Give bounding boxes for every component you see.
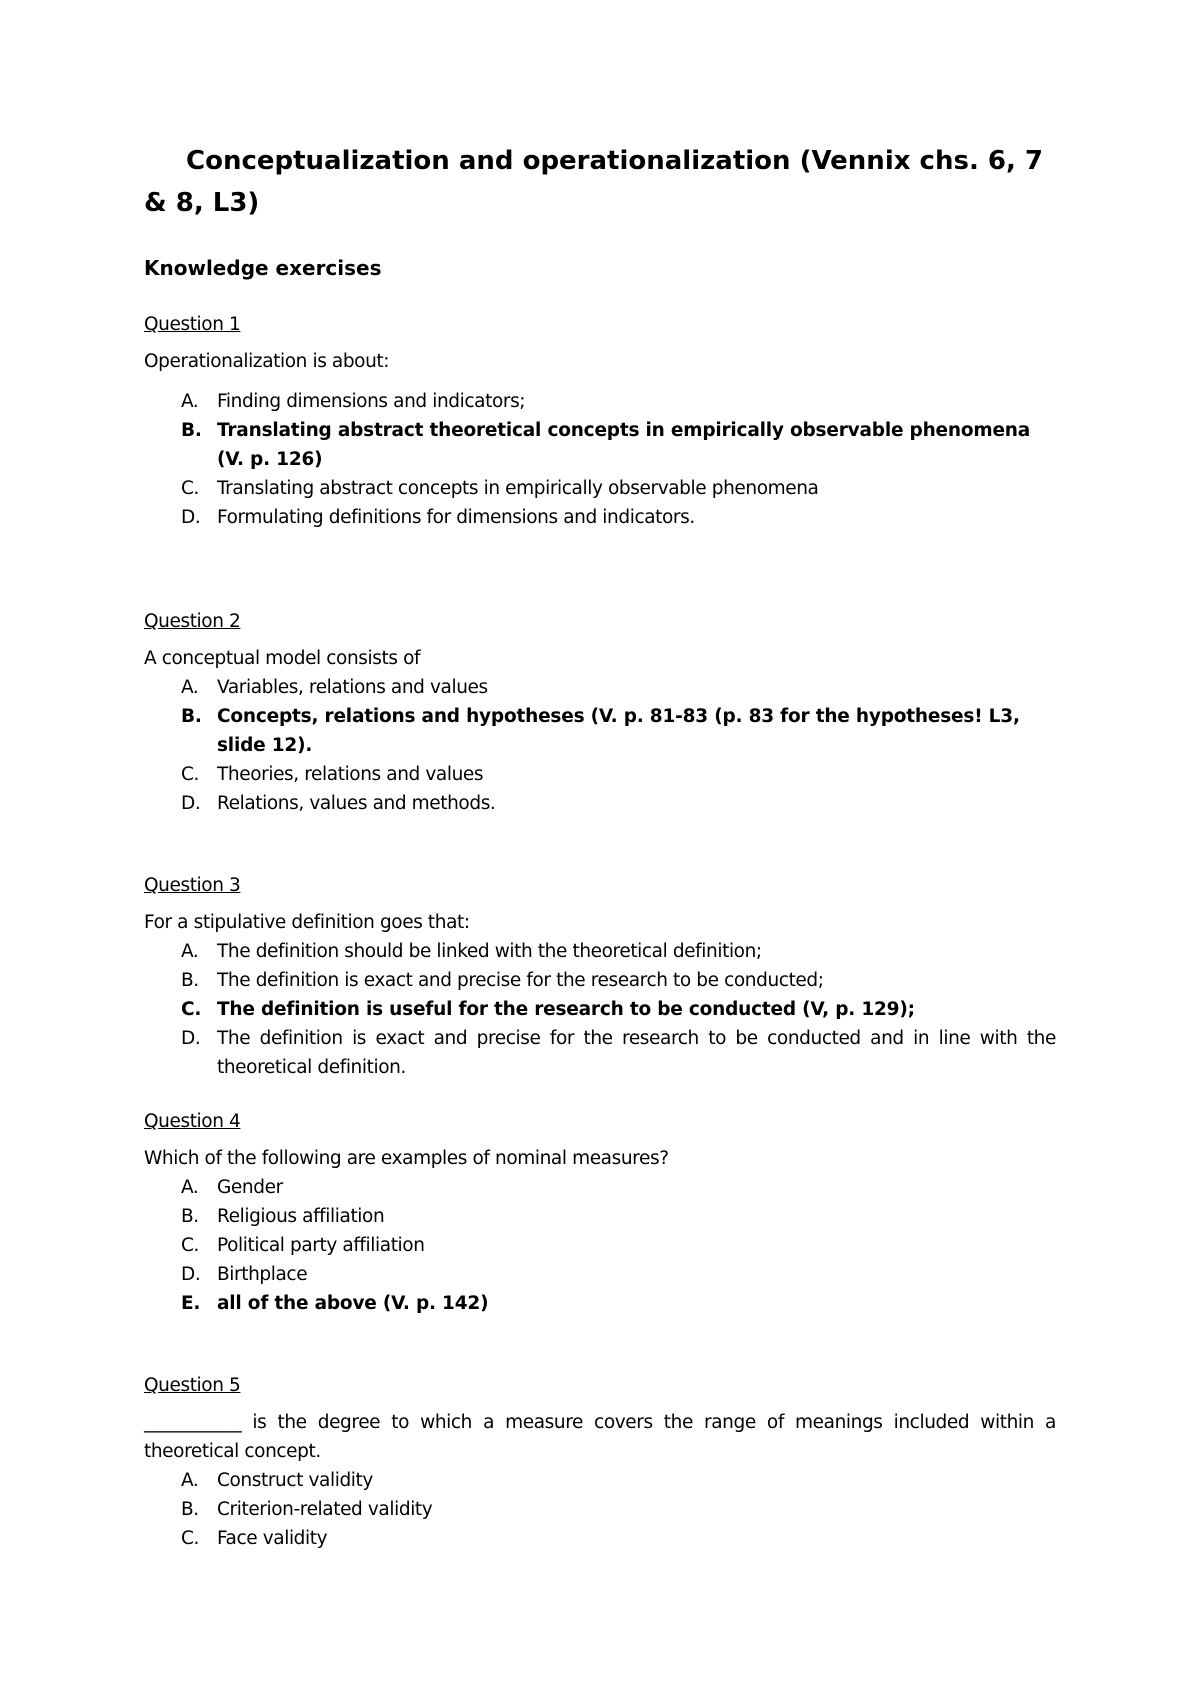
option-text: Face validity: [217, 1528, 328, 1549]
option-letter: A.: [181, 391, 199, 412]
question-label: Question 3: [144, 875, 241, 896]
question-5: [144, 1374, 1056, 1553]
option-letter: C.: [181, 999, 202, 1020]
option-list: [144, 1466, 1056, 1553]
spacer: [144, 376, 1056, 387]
question-prompt: Which of the following are examples of nominal measures?: [144, 1148, 669, 1169]
option-text: Formulating definitions for dimensions and indicators.: [217, 507, 695, 528]
question-prompt: Operationalization is about:: [144, 351, 390, 372]
option-list: [144, 387, 1056, 532]
option-letter: C.: [181, 1235, 199, 1256]
option-d: [144, 1024, 1056, 1082]
question-3: [144, 874, 1056, 1082]
option-e-correct: [144, 1289, 1056, 1318]
question-prompt: ___________ is the degree to which a measure covers the range of meanings included within a theoretical concept.: [144, 1412, 1056, 1462]
option-letter: D.: [181, 1264, 201, 1285]
option-text: Finding dimensions and indicators;: [217, 391, 526, 412]
option-letter: B.: [181, 970, 199, 991]
option-d: [144, 1260, 1056, 1289]
option-c-correct: [144, 995, 1056, 1024]
option-letter: B.: [181, 1499, 199, 1520]
option-letter: A.: [181, 1177, 199, 1198]
question-label: Question 2: [144, 611, 241, 632]
option-text: Criterion-related validity: [217, 1499, 433, 1520]
option-text: Relations, values and methods.: [217, 793, 496, 814]
option-a: [144, 937, 1056, 966]
option-a: [144, 673, 1056, 702]
option-text: Theories, relations and values: [217, 764, 484, 785]
question-prompt: A conceptual model consists of: [144, 648, 421, 669]
option-letter: C.: [181, 764, 199, 785]
option-text: Translating abstract concepts in empirically observable phenomena: [217, 478, 819, 499]
option-text: all of the above (V. p. 142): [217, 1293, 489, 1314]
option-c: [144, 474, 1056, 503]
option-letter: C.: [181, 1528, 199, 1549]
option-text: Concepts, relations and hypotheses (V. p. 81-83 (p. 83 for the hypotheses! L3, slide 12).: [217, 706, 1020, 756]
option-letter: D.: [181, 507, 201, 528]
option-text: The definition should be linked with the theoretical definition;: [217, 941, 762, 962]
option-b-correct: [144, 416, 1056, 474]
question-1: [144, 313, 1056, 532]
section-heading: Knowledge exercises: [144, 256, 382, 280]
option-letter: B.: [181, 706, 202, 727]
option-text: Variables, relations and values: [217, 677, 488, 698]
option-text: Gender: [217, 1177, 283, 1198]
option-text: Construct validity: [217, 1470, 373, 1491]
option-text: Birthplace: [217, 1264, 308, 1285]
option-letter: A.: [181, 677, 199, 698]
option-a: [144, 1173, 1056, 1202]
option-list: [144, 1173, 1056, 1318]
option-c: [144, 760, 1056, 789]
option-letter: A.: [181, 941, 199, 962]
question-prompt: For a stipulative definition goes that:: [144, 912, 470, 933]
option-letter: D.: [181, 793, 201, 814]
option-b: [144, 1202, 1056, 1231]
document-title: Conceptualization and operationalization (Vennix chs. 6, 7 & 8, L3): [144, 146, 1043, 218]
option-c: [144, 1524, 1056, 1553]
option-list: [144, 673, 1056, 818]
option-text: Translating abstract theoretical concepts in empirically observable phenomena (V. p. 126): [217, 420, 1031, 470]
option-letter: A.: [181, 1470, 199, 1491]
option-letter: C.: [181, 478, 199, 499]
option-letter: B.: [181, 420, 202, 441]
option-letter: E.: [181, 1293, 201, 1314]
option-list: [144, 937, 1056, 1082]
option-b-correct: [144, 702, 1056, 760]
option-a: [144, 1466, 1056, 1495]
question-label: Question 1: [144, 314, 241, 335]
question-4: [144, 1110, 1056, 1318]
option-text: The definition is exact and precise for the research to be conducted and in line with the theoretical definition.: [217, 1028, 1056, 1078]
option-text: Religious affiliation: [217, 1206, 385, 1227]
question-2: [144, 610, 1056, 818]
option-b: [144, 966, 1056, 995]
option-c: [144, 1231, 1056, 1260]
question-label: Question 5: [144, 1375, 241, 1396]
option-text: The definition is exact and precise for the research to be conducted;: [217, 970, 824, 991]
option-d: [144, 503, 1056, 532]
option-a: [144, 387, 1056, 416]
option-b: [144, 1495, 1056, 1524]
option-d: [144, 789, 1056, 818]
option-letter: B.: [181, 1206, 199, 1227]
option-text: Political party affiliation: [217, 1235, 425, 1256]
question-label: Question 4: [144, 1111, 241, 1132]
option-text: The definition is useful for the research to be conducted (V, p. 129);: [217, 999, 915, 1020]
option-letter: D.: [181, 1028, 201, 1049]
